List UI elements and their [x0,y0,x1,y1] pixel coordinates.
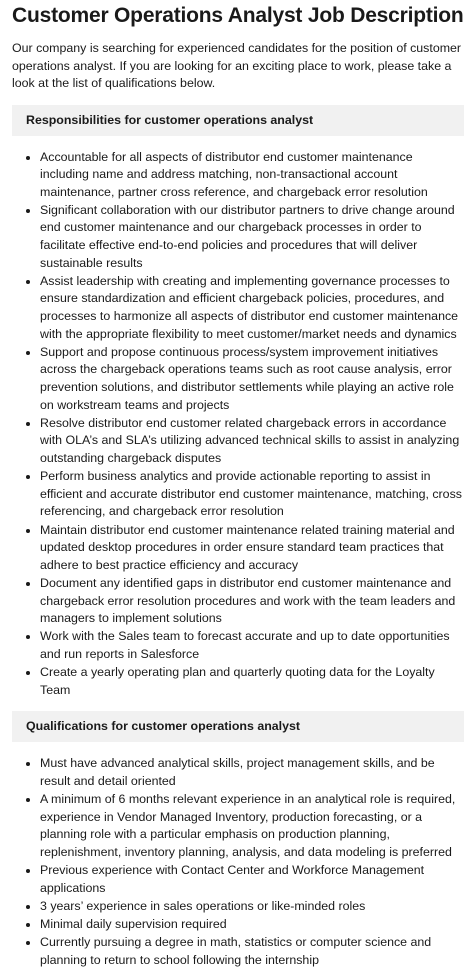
list-item: • Significant collaboration with our distributor partners to drive change around end customer maintenance and our chargeback processes in order to facilitate effective end-to-end policies and procedures that will deliver sustainable results [40,202,464,272]
list-item: • Work with the Sales team to forecast accurate and up to date opportunities and run reports in Salesforce [40,628,464,663]
responsibilities-list [12,149,464,700]
qualifications-list [12,755,464,969]
page-title: Customer Operations Analyst Job Description [12,4,464,27]
qualifications-section [12,711,464,969]
list-item: • Resolve distributor end customer related chargeback errors in accordance with OLA’s and SLA’s utilizing advanced technical skills to assist in analyzing outstanding chargeback disputes [40,415,464,468]
list-item: • Perform business analytics and provide actionable reporting to assist in efficient and accurate distributor end customer maintenance, matching, cross referencing, and chargeback error resolution [40,468,464,521]
responsibilities-section [12,105,464,700]
list-item: • Must have advanced analytical skills, project management skills, and be result and detail oriented [40,755,464,790]
list-item: • Support and propose continuous process/system improvement initiatives across the chargeback operations teams such as root cause analysis, error prevention solutions, and distributor settlements while playing an active role on workstream teams and projects [40,344,464,414]
list-item: • A minimum of 6 months relevant experience in an analytical role is required, experience in Vendor Managed Inventory, production forecasting, or a planning role with a particular emphasis on production planning, replenishment, inventory planning, analysis, and data modeling is preferred [40,791,464,861]
list-item: • 3 years’ experience in sales operations or like-minded roles [40,898,464,916]
list-item: • Document any identified gaps in distributor end customer maintenance and chargeback error resolution procedures and work with the team leaders and managers to implement solutions [40,575,464,628]
list-item: • Minimal daily supervision required [40,916,464,934]
list-item: • Assist leadership with creating and implementing governance processes to ensure standardization and efficient chargeback policies, procedures, and processes to harmonize all aspects of distributor end customer maintenance with the appropriate flexibility to meet customer/market needs and dynamics [40,273,464,343]
list-item: • Currently pursuing a degree in math, statistics or computer science and planning to return to school following the internship [40,934,464,969]
section-heading: Qualifications for customer operations analyst [12,711,464,742]
intro-paragraph: Our company is searching for experienced candidates for the position of customer operations analyst. If you are looking for an exciting place to work, please take a look at the list of qualifications below. [12,41,462,90]
section-heading: Responsibilities for customer operations analyst [12,105,464,136]
list-item: • Previous experience with Contact Center and Workforce Management applications [40,862,464,897]
list-item: • Maintain distributor end customer maintenance related training material and updated desktop procedures in order ensure standard team practices that adhere to best practice efficiency and accuracy [40,522,464,575]
list-item: • Create a yearly operating plan and quarterly quoting data for the Loyalty Team [40,664,464,699]
list-item: • Accountable for all aspects of distributor end customer maintenance including name and address matching, non-transactional account maintenance, partner cross reference, and chargeback error resolution [40,149,464,202]
